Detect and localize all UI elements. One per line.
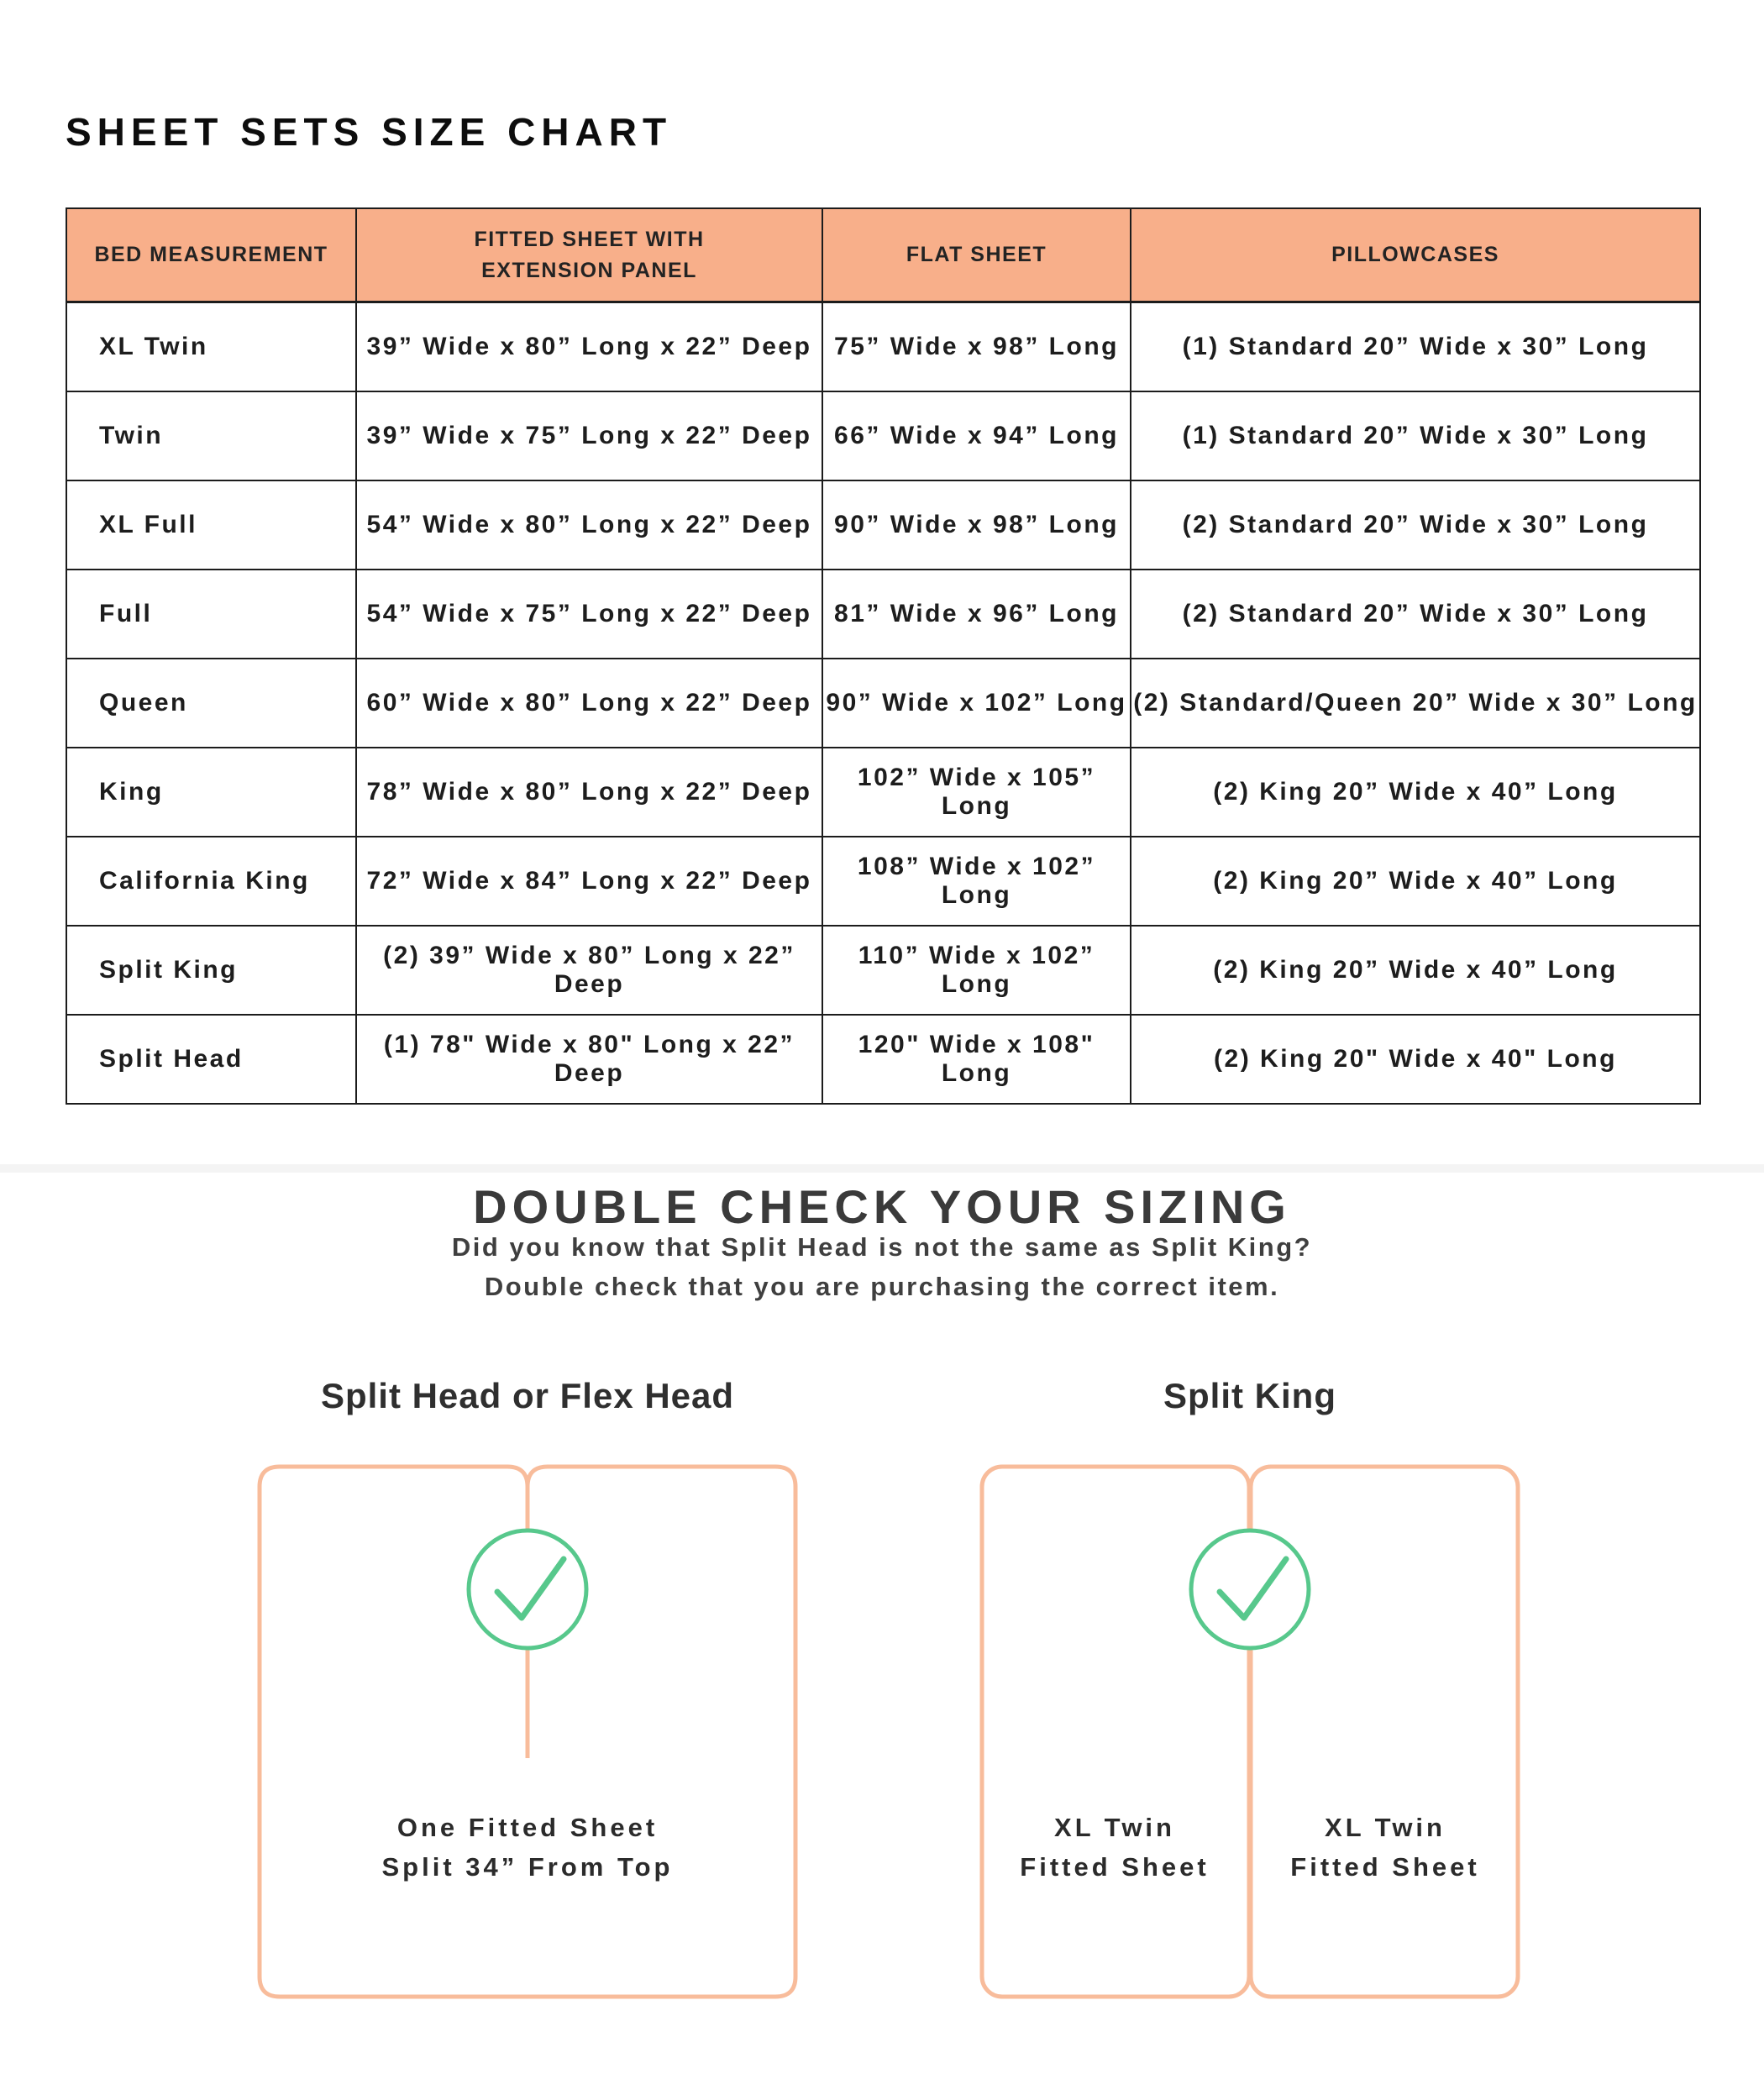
fitted-sheet-cell: 78” Wide x 80” Long x 22” Deep	[356, 748, 822, 837]
flat-sheet-cell: 66” Wide x 94” Long	[822, 391, 1131, 480]
flat-sheet-cell: 110” Wide x 102” Long	[822, 926, 1131, 1015]
fitted-sheet-cell: 54” Wide x 75” Long x 22” Deep	[356, 570, 822, 659]
table-row	[66, 837, 1700, 926]
section-divider	[0, 1164, 1764, 1173]
pillowcases-cell: (2) Standard/Queen 20” Wide x 30” Long	[1131, 659, 1700, 748]
split-head-diagram	[257, 1464, 798, 1999]
flat-sheet-cell: 102” Wide x 105” Long	[822, 748, 1131, 837]
pillowcases-cell: (2) King 20" Wide x 40" Long	[1131, 1015, 1700, 1104]
flat-sheet-cell: 90” Wide x 102” Long	[822, 659, 1131, 748]
table-row	[66, 748, 1700, 837]
flat-sheet-cell: 108” Wide x 102” Long	[822, 837, 1131, 926]
column-header-pillowcases: PILLOWCASES	[1131, 208, 1700, 302]
pillowcases-cell: (1) Standard 20” Wide x 30” Long	[1131, 391, 1700, 480]
table-row	[66, 926, 1700, 1015]
fitted-sheet-cell: 39” Wide x 75” Long x 22” Deep	[356, 391, 822, 480]
size-chart-table	[66, 207, 1701, 1105]
split-king-right-caption-line1: XL Twin	[1325, 1813, 1446, 1842]
split-king-left-caption-line1: XL Twin	[1054, 1813, 1175, 1842]
split-head-mattress-outline	[257, 1464, 798, 1999]
pillowcases-cell: (2) Standard 20” Wide x 30” Long	[1131, 570, 1700, 659]
table-row	[66, 480, 1700, 570]
bed-measurement-cell: Queen	[66, 659, 356, 748]
split-head-caption	[257, 1808, 798, 1887]
split-king-left-caption	[979, 1808, 1250, 1887]
sizing-subtitle-line1: Did you know that Split Head is not the same as Split King?	[451, 1232, 1313, 1262]
split-king-diagram	[979, 1464, 1520, 1999]
bed-measurement-cell: Twin	[66, 391, 356, 480]
column-header-flat-sheet: FLAT SHEET	[822, 208, 1131, 302]
split-head-caption-line2: Split 34” From Top	[381, 1852, 674, 1882]
bed-measurement-cell: California King	[66, 837, 356, 926]
split-head-diagram-label: Split Head or Flex Head	[320, 1376, 735, 1415]
table-row	[66, 1015, 1700, 1104]
check-icon	[1191, 1530, 1309, 1648]
split-king-right-caption	[1250, 1808, 1520, 1887]
fitted-sheet-cell: (2) 39” Wide x 80” Long x 22” Deep	[356, 926, 822, 1015]
pillowcases-cell: (2) King 20” Wide x 40” Long	[1131, 837, 1700, 926]
table-row	[66, 391, 1700, 480]
table-row	[66, 302, 1700, 392]
table-header-row	[66, 208, 1700, 302]
fitted-sheet-cell: 39” Wide x 80” Long x 22” Deep	[356, 302, 822, 392]
fitted-sheet-cell: (1) 78" Wide x 80" Long x 22” Deep	[356, 1015, 822, 1104]
table-row	[66, 570, 1700, 659]
pillowcases-cell: (2) Standard 20” Wide x 30” Long	[1131, 480, 1700, 570]
bed-measurement-cell: King	[66, 748, 356, 837]
size-table-body	[66, 302, 1700, 1105]
fitted-sheet-cell: 54” Wide x 80” Long x 22” Deep	[356, 480, 822, 570]
split-king-left-caption-line2: Fitted Sheet	[1020, 1852, 1210, 1882]
sizing-heading: DOUBLE CHECK YOUR SIZING	[473, 1180, 1291, 1233]
flat-sheet-cell: 120" Wide x 108" Long	[822, 1015, 1131, 1104]
bed-measurement-cell: Split Head	[66, 1015, 356, 1104]
flat-sheet-cell: 75” Wide x 98” Long	[822, 302, 1131, 392]
fitted-sheet-cell: 72” Wide x 84” Long x 22” Deep	[356, 837, 822, 926]
split-king-diagram-label: Split King	[1163, 1376, 1336, 1415]
pillowcases-cell: (2) King 20” Wide x 40” Long	[1131, 748, 1700, 837]
table-row	[66, 659, 1700, 748]
split-king-mattress-outline	[979, 1464, 1520, 1999]
bed-measurement-cell: XL Full	[66, 480, 356, 570]
column-header-fitted-sheet: FITTED SHEET WITH EXTENSION PANEL	[356, 208, 822, 302]
bed-measurement-cell: XL Twin	[66, 302, 356, 392]
page-title: SHEET SETS SIZE CHART	[66, 110, 673, 154]
bed-measurement-cell: Split King	[66, 926, 356, 1015]
pillowcases-cell: (2) King 20” Wide x 40” Long	[1131, 926, 1700, 1015]
column-header-bed-measurement: BED MEASUREMENT	[66, 208, 356, 302]
flat-sheet-cell: 81” Wide x 96” Long	[822, 570, 1131, 659]
check-icon	[469, 1530, 586, 1648]
bed-measurement-cell: Full	[66, 570, 356, 659]
pillowcases-cell: (1) Standard 20” Wide x 30” Long	[1131, 302, 1700, 392]
split-king-right-caption-line2: Fitted Sheet	[1290, 1852, 1480, 1882]
sizing-subtitle-line2: Double check that you are purchasing the correct item.	[484, 1272, 1280, 1301]
fitted-sheet-cell: 60” Wide x 80” Long x 22” Deep	[356, 659, 822, 748]
split-head-caption-line1: One Fitted Sheet	[396, 1813, 659, 1842]
flat-sheet-cell: 90” Wide x 98” Long	[822, 480, 1131, 570]
